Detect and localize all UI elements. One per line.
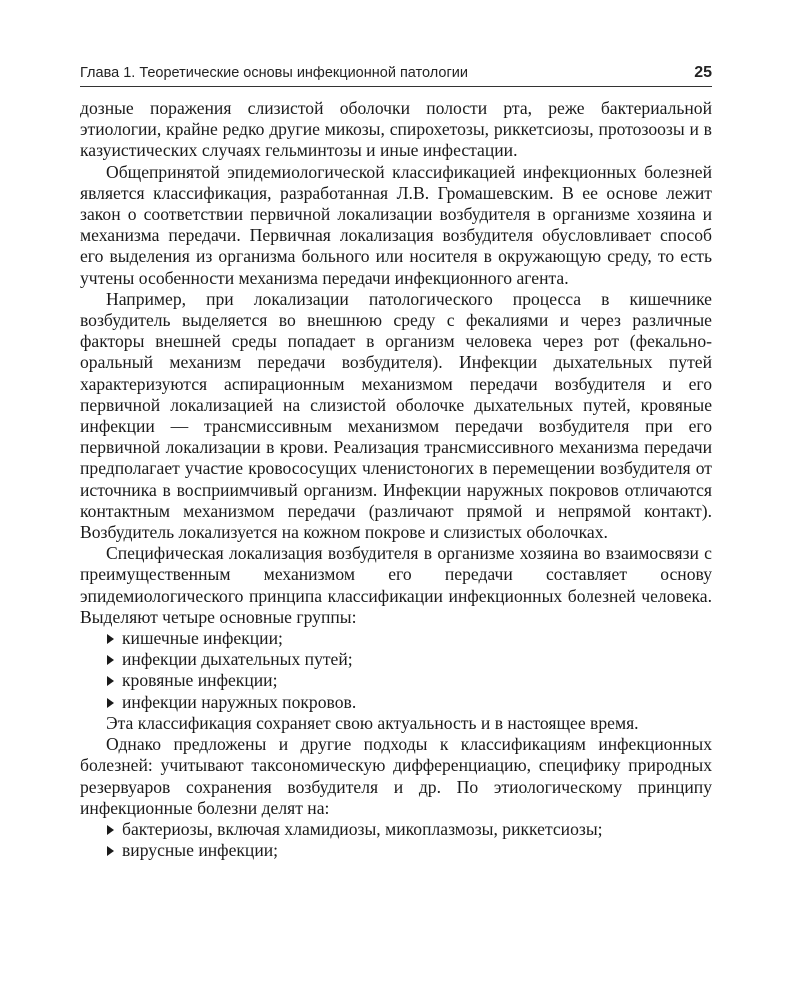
paragraph-approaches: Однако предложены и другие подходы к классификациям инфекционных болезней: учитывают таксономическую дифференциацию, специфику природных резервуаров сохранения возбудителя и др. По этиологическому принципу инфекционные болезни делят на: (80, 734, 712, 818)
groups-list (80, 628, 712, 713)
bullet-triangle-icon (107, 698, 114, 708)
bullet-triangle-icon (107, 655, 114, 665)
list-item: инфекции дыхательных путей; (106, 649, 712, 670)
paragraph-continuation: дозные поражения слизистой оболочки полости рта, реже бактериальной этиологии, крайне редко другие микозы, спирохетозы, риккетсиозы, протозоозы и в казуистических случаях гельминтозы и иные инфестации. (80, 98, 712, 161)
main-text (80, 98, 712, 861)
page-number: 25 (694, 64, 712, 81)
running-header (80, 64, 712, 82)
list-item: вирусные инфекции; (106, 840, 712, 861)
bullet-triangle-icon (107, 634, 114, 644)
header-rule (80, 86, 712, 87)
list-item: инфекции наружных покровов. (106, 692, 712, 713)
list-item: бактериозы, включая хламидиозы, микоплазмозы, риккетсиозы; (106, 819, 712, 840)
bullet-triangle-icon (107, 825, 114, 835)
paragraph-example: Например, при локализации патологического процесса в кишечнике возбудитель выделяется во внешнюю среду с фекалиями и через различные факторы внешней среды попадает в организм человека через рот (фекально-оральный механизм передачи возбудителя). Инфекции дыхательных путей характеризуются аспирационным механизмом передачи возбудителя и его первичной локализацией на слизистой оболочке дыхательных путей, кровяные инфекции — трансмиссивным механизмом передачи возбудителя при его первичной локализации в крови. Реализация трансмиссивного механизма передачи предполагает участие кровососущих членистоногих в перемещении возбудителя от источника в восприимчивый организм. Инфекции наружных покровов отличаются контактным механизмом передачи (различают прямой и непрямой контакт). Возбудитель локализуется на кожном покрове и слизистых оболочках. (80, 288, 712, 543)
paragraph-classification: Общепринятой эпидемиологической классификацией инфекционных болезней является классификация, разработанная Л.В. Громашевским. В ее основе лежит закон о соответствии первичной локализации возбудителя в организме хозяина и механизма передачи. Первичная локализация возбудителя обусловливает способ его выделения из организма больного или носителя в окружающую среду, то есть учтены особенности механизма передачи инфекционного агента. (80, 161, 712, 288)
paragraph-groups: Специфическая локализация возбудителя в организме хозяина во взаимосвязи с преимущественным механизмом его передачи составляет основу эпидемиологического принципа классификации инфекционных болезней человека. Выделяют четыре основные группы: (80, 543, 712, 627)
list-item: кровяные инфекции; (106, 670, 712, 691)
etiology-list (80, 819, 712, 861)
bullet-triangle-icon (107, 676, 114, 686)
list-item: кишечные инфекции; (106, 628, 712, 649)
bullet-triangle-icon (107, 846, 114, 856)
paragraph-relevance: Эта классификация сохраняет свою актуальность и в настоящее время. (106, 712, 639, 733)
chapter-title: Глава 1. Теоретические основы инфекционной патологии (80, 65, 468, 81)
